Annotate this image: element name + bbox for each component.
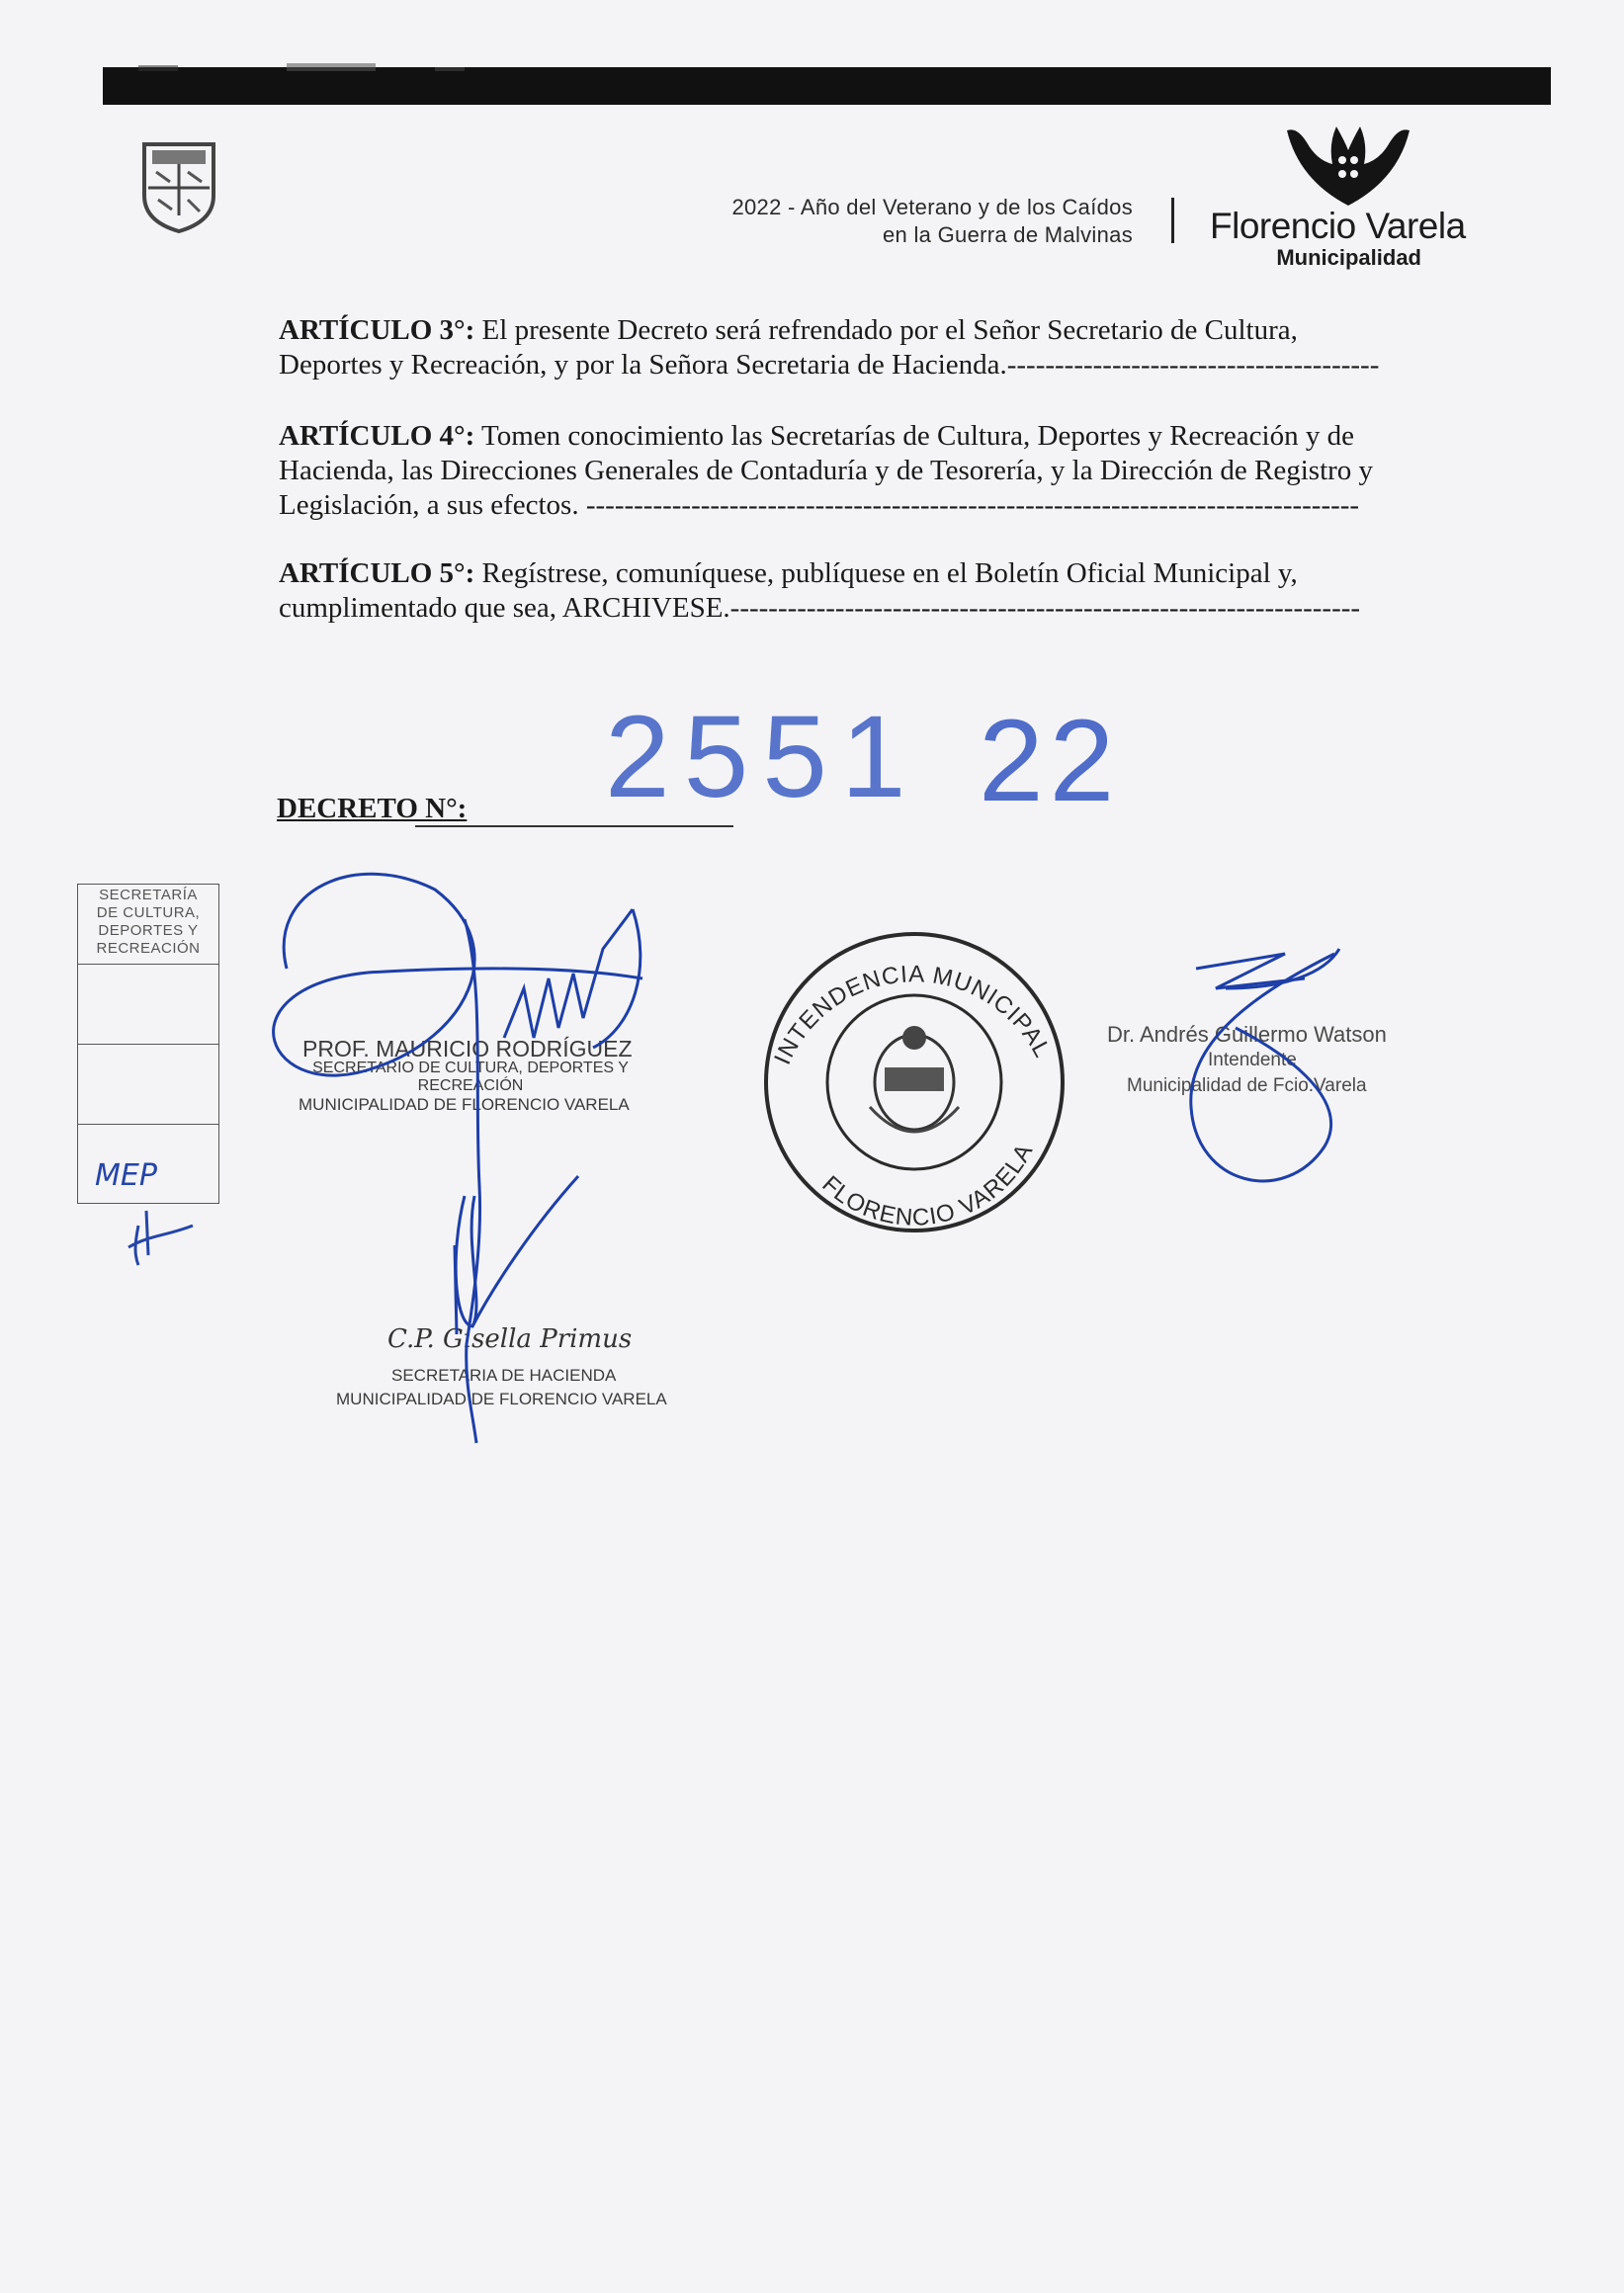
brand-subtitle: Municipalidad	[1276, 245, 1421, 270]
rodriguez-signature	[274, 874, 642, 1344]
article-3-text1: El presente Decreto será refrendado por el Señor Secretario de Cultura,	[474, 314, 1298, 346]
header-caption-line1: 2022 - Año del Veterano y de los Caídos	[731, 195, 1133, 219]
handwritten-initials: MEP	[95, 1158, 157, 1193]
stamp-line4: RECREACIÓN	[96, 940, 201, 957]
stamp-line3: DEPORTES Y	[98, 922, 199, 939]
stamp-line2: DE CULTURA,	[96, 904, 201, 921]
intendencia-seal-icon	[766, 934, 1063, 1231]
signer-watson-name: Dr. Andrés Guillermo Watson	[1107, 1022, 1387, 1047]
article-5-label: ARTÍCULO 5°:	[279, 557, 475, 589]
signer-watson-org: Municipalidad de Fcio.Varela	[1127, 1075, 1367, 1096]
article-4-line2: Hacienda, las Direcciones Generales de Contaduría y de Tesorería, y la Dirección de Registro y	[279, 455, 1374, 486]
header-caption-line2: en la Guerra de Malvinas	[883, 222, 1133, 247]
decreto-year-stamp: 22	[979, 696, 1121, 826]
article-3-line2: Deportes y Recreación, y por la Señora Secretaria de Hacienda.---------------------------------------	[279, 349, 1380, 381]
article-3-label: ARTÍCULO 3°:	[279, 314, 475, 346]
stamp-line1: SECRETARÍA	[99, 887, 198, 903]
signer-rodriguez-title: SECRETARIO DE CULTURA, DEPORTES Y RECREACIÓN	[312, 1060, 629, 1094]
article-5-line2: cumplimentado que sea, ARCHIVESE.------------------------------------------------------------------	[279, 592, 1361, 624]
primus-signature	[455, 1176, 578, 1443]
article-4-label: ARTÍCULO 4°:	[279, 420, 475, 452]
signer-primus-org: MUNICIPALIDAD DE FLORENCIO VARELA	[336, 1390, 667, 1408]
signer-watson-title: Intendente	[1208, 1050, 1297, 1070]
signer-primus-name: C.P. Gisella Primus	[387, 1324, 633, 1354]
signer-rodriguez-name: PROF. MAURICIO RODRÍGUEZ	[302, 1036, 633, 1062]
seal-text-bottom: FLORENCIO VARELA	[816, 1139, 1039, 1231]
article-4-text1: Tomen conocimiento las Secretarías de Cultura, Deportes y Recreación y de	[474, 420, 1354, 452]
brand-name: Florencio Varela	[1210, 206, 1466, 246]
decreto-number-stamp: 2551	[605, 692, 920, 822]
article-5-text1: Regístrese, comuníquese, publíquese en el Boletín Oficial Municipal y,	[474, 557, 1298, 589]
article-4-line3: Legislación, a sus efectos. ---------------------------------------------------------------------------------	[279, 489, 1360, 521]
signer-primus-title: SECRETARIA DE HACIENDA	[391, 1366, 617, 1385]
seal-text-top: INTENDENCIA MUNICIPAL	[769, 961, 1057, 1069]
handwritten-check-mark	[128, 1211, 193, 1265]
decreto-label: DECRETO N°:	[277, 793, 468, 824]
watson-signature	[1191, 949, 1339, 1181]
signer-rodriguez-org: MUNICIPALIDAD DE FLORENCIO VARELA	[299, 1095, 630, 1114]
